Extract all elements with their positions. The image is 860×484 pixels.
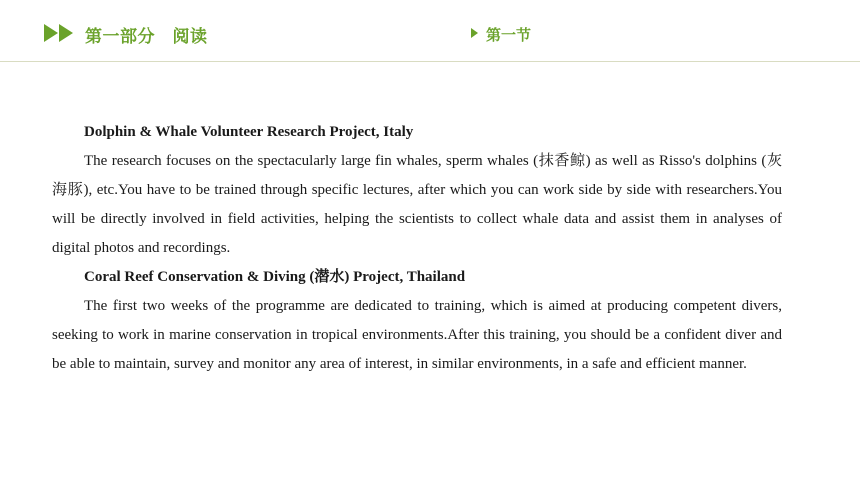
article-body (52, 118, 782, 379)
header-bar (0, 0, 860, 62)
project-description-dolphin-whale: The research focuses on the spectacularly large fin whales, sperm whales (抹香鲸) as well as Risso's dolphins (灰海豚), etc.You have to be trained through specific lectures, after which you can work side by side with researchers.You will be directly involved in field activities, helping the scientists to collect whale data and assist them in analyses of digital photos and recordings. (52, 153, 782, 256)
project-heading-dolphin-whale: Dolphin & Whale Volunteer Research Project, Italy (84, 124, 414, 140)
section-title: 第一部分 阅读 (85, 27, 208, 47)
header-divider (0, 61, 860, 62)
project-description-coral-reef: The first two weeks of the programme are dedicated to training, which is aimed at producing competent divers, seeking to work in marine conservation in tropical environments.After this training, you should be a confident diver and be able to maintain, survey and monitor any area of interest, in similar environments, in a safe and efficient manner. (52, 298, 782, 372)
double-arrow-icon (44, 24, 76, 42)
triangle-arrow-icon (471, 28, 478, 38)
subsection-label: 第一节 (486, 26, 532, 44)
project-heading-coral-reef: Coral Reef Conservation & Diving (潜水) Project, Thailand (84, 269, 466, 285)
